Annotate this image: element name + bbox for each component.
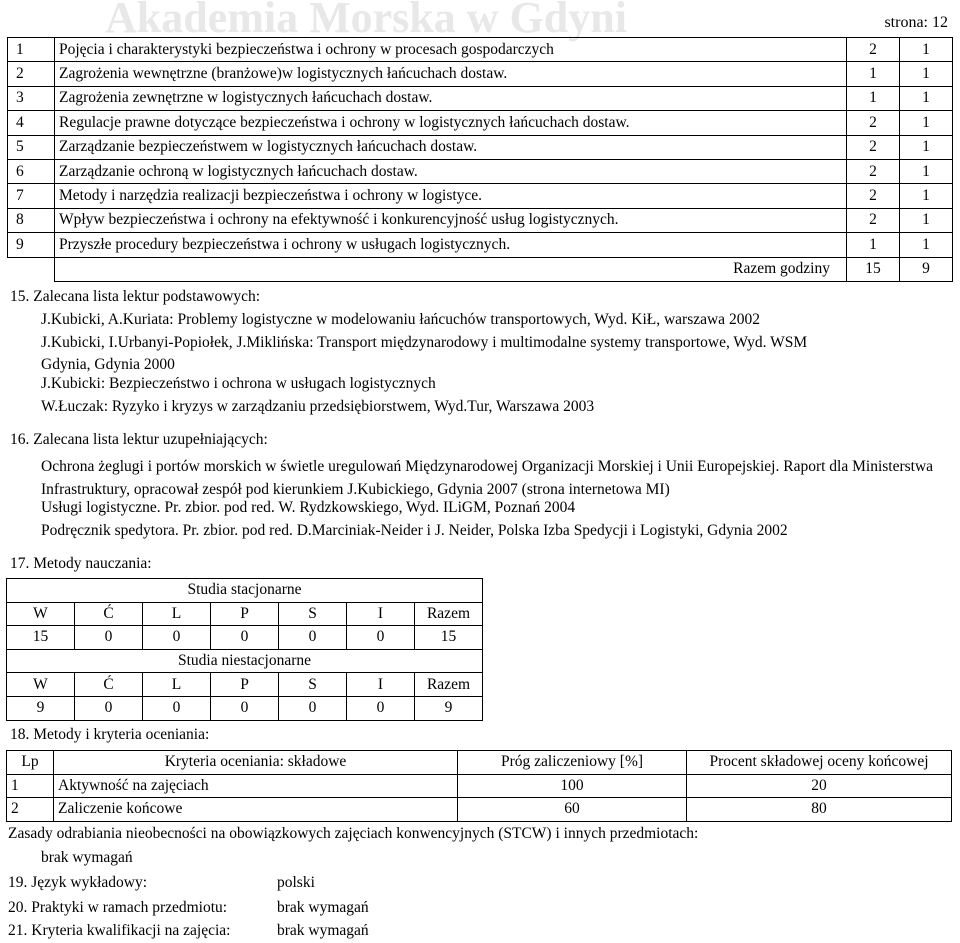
table-row (8, 135, 953, 159)
qualification-value: brak wymagań (277, 922, 369, 939)
form-header: I (347, 673, 415, 697)
totals-b: 9 (900, 257, 953, 281)
column-header: Procent składowej oceny końcowej (687, 751, 952, 775)
criteria-percent: 20 (687, 774, 952, 798)
table-row (8, 86, 953, 110)
section-15-heading: 15. Zalecana lista lektur podstawowych: (10, 288, 261, 305)
supplementary-reading-item: Podręcznik spedytora. Pr. zbior. pod red. D.Marciniak-Neider i J. Neider, Polska Izba Spedycji i Logistyki, Gdynia 2002 (41, 522, 788, 539)
non-stationary-hours: 0 (279, 696, 347, 720)
form-header: Razem (415, 673, 483, 697)
topic-number: 3 (8, 86, 55, 110)
table-row (8, 62, 953, 86)
hours-b: 1 (900, 135, 953, 159)
topic-title: Zarządzanie bezpieczeństwem w logistycznych łańcuchach dostaw. (55, 135, 847, 159)
form-header: P (211, 673, 279, 697)
supplementary-reading-item: Usługi logistyczne. Pr. zbior. pod red. W. Rydzkowskiego, Wyd. ILiGM, Poznań 2004 (41, 499, 576, 516)
column-header: Kryteria oceniania: składowe (54, 751, 458, 775)
non-stationary-hours: 0 (347, 696, 415, 720)
hours-a: 1 (847, 86, 900, 110)
topic-number: 5 (8, 135, 55, 159)
form-header: I (347, 602, 415, 626)
column-header: Lp (7, 751, 54, 775)
hours-a: 1 (847, 62, 900, 86)
hours-b: 1 (900, 184, 953, 208)
stationary-hours: 15 (7, 626, 75, 650)
topic-number: 8 (8, 208, 55, 232)
hours-a: 2 (847, 184, 900, 208)
criteria-threshold: 100 (458, 774, 687, 798)
table-row (7, 696, 483, 720)
practice-label: 20. Praktyki w ramach przedmiotu: (8, 899, 228, 916)
topic-number: 4 (8, 111, 55, 135)
topic-title: Regulacje prawne dotyczące bezpieczeństwa i ochrony w logistycznych łańcuchach dostaw. (55, 111, 847, 135)
criteria-name: Aktywność na zajęciach (54, 774, 458, 798)
section-18-heading: 18. Metody i kryteria oceniania: (10, 726, 210, 743)
hours-b: 1 (900, 86, 953, 110)
hours-a: 1 (847, 233, 900, 257)
qualification-label: 21. Kryteria kwalifikacji na zajęcia: (8, 922, 231, 939)
form-header: Ć (75, 673, 143, 697)
table-row (7, 798, 952, 822)
non-stationary-hours: 0 (143, 696, 211, 720)
hours-b: 1 (900, 38, 953, 62)
assessment-criteria-table (6, 750, 952, 822)
stationary-title: Studia stacjonarne (7, 579, 483, 603)
stationary-hours: 0 (347, 626, 415, 650)
reading-item: Gdynia, Gdynia 2000 (41, 356, 175, 373)
stationary-hours: 0 (279, 626, 347, 650)
non-stationary-hours: 9 (415, 696, 483, 720)
table-row (8, 184, 953, 208)
form-header: W (7, 673, 75, 697)
hours-a: 2 (847, 111, 900, 135)
table-row (8, 208, 953, 232)
form-header: Razem (415, 602, 483, 626)
topic-number: 6 (8, 159, 55, 183)
absence-rules-value: brak wymagań (41, 849, 133, 866)
non-stationary-hours: 9 (7, 696, 75, 720)
reading-item: W.Łuczak: Ryzyko i kryzys w zarządzaniu przedsiębiorstwem, Wyd.Tur, Warszawa 2003 (41, 398, 595, 415)
spacer-cell (8, 257, 55, 281)
form-header: Ć (75, 602, 143, 626)
topic-number: 7 (8, 184, 55, 208)
table-row (8, 111, 953, 135)
non-stationary-title: Studia niestacjonarne (7, 649, 483, 673)
criteria-threshold: 60 (458, 798, 687, 822)
totals-row (8, 257, 953, 281)
reading-item: J.Kubicki, A.Kuriata: Problemy logistyczne w modelowaniu łańcuchów transportowych, Wyd. KiŁ, warszawa 2002 (41, 311, 760, 328)
table-row (8, 159, 953, 183)
topic-title: Zagrożenia wewnętrzne (branżowe)w logistycznych łańcuchach dostaw. (55, 62, 847, 86)
language-value: polski (277, 874, 315, 891)
supplementary-reading-paragraph: Ochrona żeglugi i portów morskich w świetle uregulowań Międzynarodowej Organizacji Morskiej i Unii Europejskiej. Raport dla Ministerstwa Infrastruktury, opracował zespół pod kierunkiem J.Kubickiego, Gdynia 2007 (strona internetowa MI) (41, 458, 934, 498)
totals-a: 15 (847, 257, 900, 281)
topic-title: Przyszłe procedury bezpieczeństwa i ochrony w usługach logistycznych. (55, 233, 847, 257)
hours-b: 1 (900, 159, 953, 183)
table-row (8, 38, 953, 62)
practice-value: brak wymagań (277, 899, 369, 916)
form-header: W (7, 602, 75, 626)
stationary-hours: 0 (75, 626, 143, 650)
topics-table (7, 37, 953, 282)
stationary-hours: 0 (143, 626, 211, 650)
table-row (7, 602, 483, 626)
hours-a: 2 (847, 135, 900, 159)
form-header: P (211, 602, 279, 626)
criteria-percent: 80 (687, 798, 952, 822)
form-header: L (143, 602, 211, 626)
section-16-heading: 16. Zalecana lista lektur uzupełniających: (10, 431, 268, 448)
table-row (7, 774, 952, 798)
form-header: S (279, 602, 347, 626)
page-number: strona: 12 (884, 14, 948, 31)
stationary-hours: 15 (415, 626, 483, 650)
table-row (7, 673, 483, 697)
form-header: S (279, 673, 347, 697)
criteria-name: Zaliczenie końcowe (54, 798, 458, 822)
column-header: Próg zaliczeniowy [%] (458, 751, 687, 775)
non-stationary-hours: 0 (211, 696, 279, 720)
topic-number: 1 (8, 38, 55, 62)
reading-item: J.Kubicki: Bezpieczeństwo i ochrona w usługach logistycznych (41, 375, 436, 392)
hours-a: 2 (847, 208, 900, 232)
hours-b: 1 (900, 233, 953, 257)
absence-rules-label: Zasady odrabiania nieobecności na obowiązkowych zajęciach konwencyjnych (STCW) i innych przedmiotach: (8, 825, 699, 842)
topic-number: 2 (8, 62, 55, 86)
hours-a: 2 (847, 159, 900, 183)
hours-b: 1 (900, 111, 953, 135)
criteria-lp: 2 (7, 798, 54, 822)
watermark: Akademia Morska w Gdyni (105, 0, 627, 42)
teaching-methods-table (6, 578, 483, 721)
table-row (7, 626, 483, 650)
topic-number: 9 (8, 233, 55, 257)
table-row (8, 233, 953, 257)
section-17-heading: 17. Metody nauczania: (10, 555, 152, 572)
non-stationary-hours: 0 (75, 696, 143, 720)
criteria-lp: 1 (7, 774, 54, 798)
totals-label: Razem godziny (55, 257, 847, 281)
stationary-hours: 0 (211, 626, 279, 650)
topic-title: Pojęcia i charakterystyki bezpieczeństwa i ochrony w procesach gospodarczych (55, 38, 847, 62)
language-label: 19. Język wykładowy: (8, 874, 148, 891)
hours-b: 1 (900, 62, 953, 86)
hours-b: 1 (900, 208, 953, 232)
hours-a: 2 (847, 38, 900, 62)
topic-title: Metody i narzędzia realizacji bezpieczeństwa i ochrony w logistyce. (55, 184, 847, 208)
topic-title: Zagrożenia zewnętrzne w logistycznych łańcuchach dostaw. (55, 86, 847, 110)
reading-item: J.Kubicki, I.Urbanyi-Popiołek, J.Miklińska: Transport międzynarodowy i multimodalne systemy transportowe, Wyd. WSM (41, 334, 808, 351)
topic-title: Zarządzanie ochroną w logistycznych łańcuchach dostaw. (55, 159, 847, 183)
topic-title: Wpływ bezpieczeństwa i ochrony na efektywność i konkurencyjność usług logistycznych. (55, 208, 847, 232)
form-header: L (143, 673, 211, 697)
